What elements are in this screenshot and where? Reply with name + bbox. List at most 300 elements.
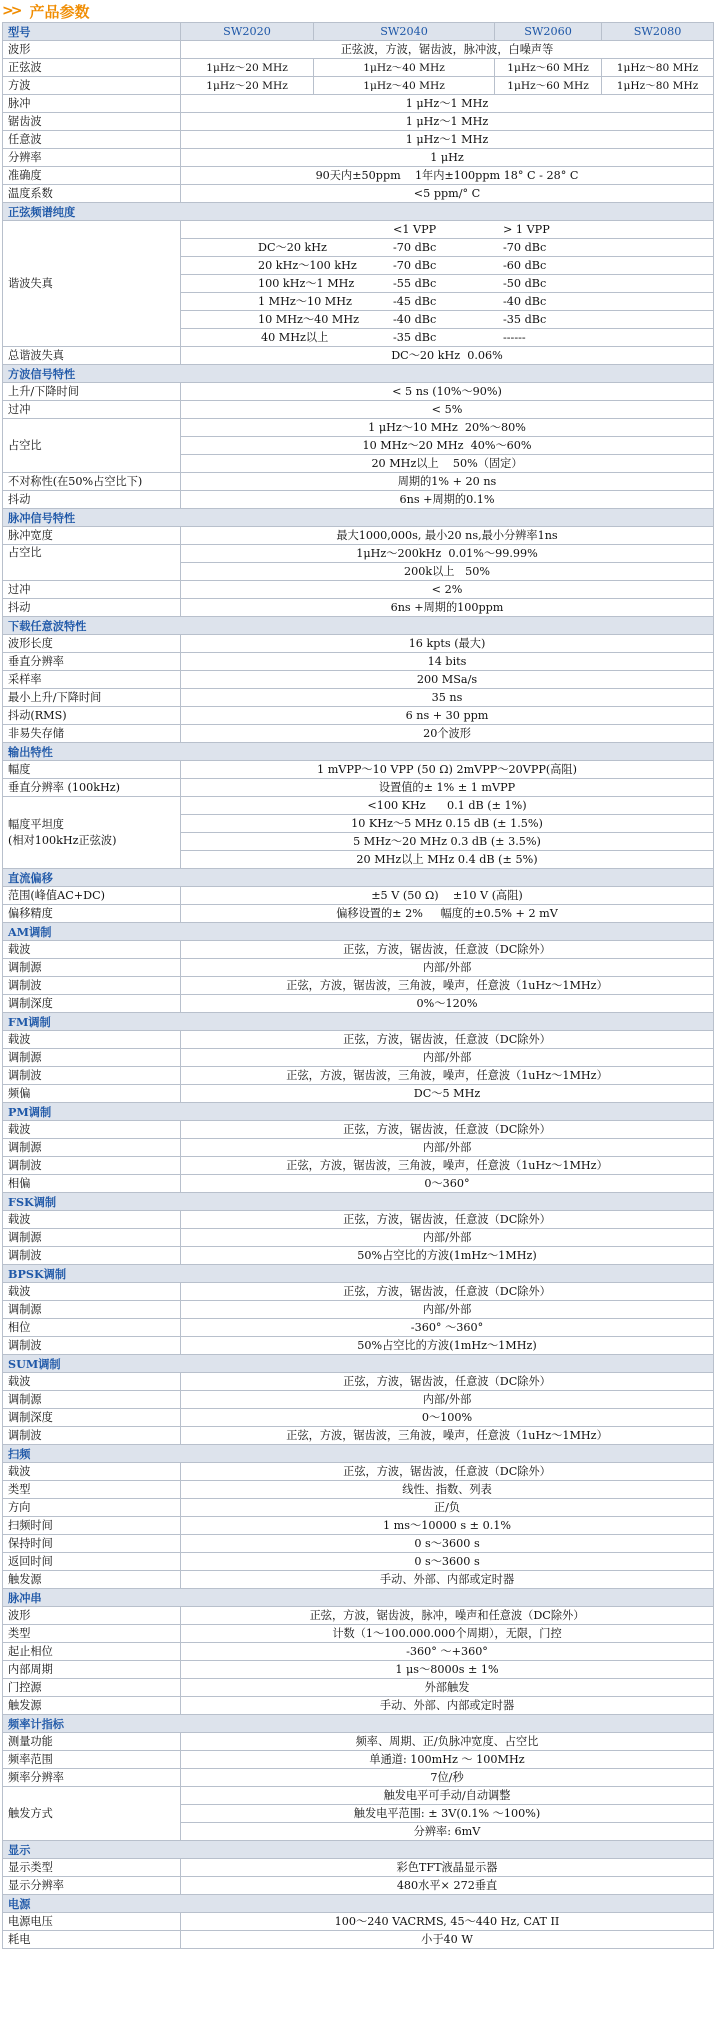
spec-value: 正弦，方波，锯齿波，任意波（DC除外）: [181, 1463, 714, 1481]
spec-value: 正弦，方波，锯齿波，三角波，噪声，任意波（1uHz～1MHz）: [181, 1427, 714, 1445]
section-title: FSK调制: [3, 1193, 714, 1211]
spec-value: 0%～120%: [181, 995, 714, 1013]
spec-row: [3, 383, 714, 401]
section-title: 显示: [3, 1841, 714, 1859]
spec-value: 14 bits: [181, 653, 714, 671]
section-title: 频率计指标: [3, 1715, 714, 1733]
spec-value: 5 MHz～20 MHz 0.3 dB (± 3.5%): [181, 833, 714, 851]
spec-value: 手动、外部、内部或定时器: [181, 1571, 714, 1589]
spec-value: 正弦，方波，锯齿波，任意波（DC除外）: [181, 941, 714, 959]
spec-row: [3, 1499, 714, 1517]
distortion-band: 40 MHz以上: [261, 330, 329, 344]
spec-label: 载波: [3, 1031, 181, 1049]
spec-label: 范围(峰值AC+DC): [3, 887, 181, 905]
spec-row: [3, 581, 714, 599]
section-title: FM调制: [3, 1013, 714, 1031]
distortion-value: -70 dBc: [393, 240, 437, 254]
spec-value: 内部/外部: [181, 1139, 714, 1157]
section-header: [3, 1193, 714, 1211]
spec-value: 0～100%: [181, 1409, 714, 1427]
section-title: AM调制: [3, 923, 714, 941]
section-title: 扫频: [3, 1445, 714, 1463]
spec-label: 耗电: [3, 1931, 181, 1949]
spec-row: [3, 149, 714, 167]
section-title: 方波信号特性: [3, 365, 714, 383]
spec-value: 正弦，方波，锯齿波，三角波，噪声，任意波（1uHz～1MHz）: [181, 977, 714, 995]
spec-label: 分辨率: [3, 149, 181, 167]
spec-value: 35 ns: [181, 689, 714, 707]
distortion-value: -45 dBc: [393, 294, 437, 308]
spec-row: [3, 797, 714, 815]
section-title: 脉冲串: [3, 1589, 714, 1607]
distortion-value: -55 dBc: [393, 276, 437, 290]
spec-value: 单通道: 100mHz ～ 100MHz: [181, 1751, 714, 1769]
distortion-value: -40 dBc: [393, 312, 437, 326]
spec-row: [3, 1283, 714, 1301]
spec-value: 周期的1% + 20 ns: [181, 473, 714, 491]
spec-value: 1 μHz～1 MHz: [181, 113, 714, 131]
spec-row: [3, 1049, 714, 1067]
spec-row: [3, 995, 714, 1013]
spec-value: 50%占空比的方波(1mHz～1MHz): [181, 1337, 714, 1355]
spec-value: 1 ms～10000 s ± 0.1%: [181, 1517, 714, 1535]
spec-row: [3, 1733, 714, 1751]
spec-label: 调制波: [3, 1157, 181, 1175]
spec-row: [3, 1787, 714, 1805]
spec-row: [3, 599, 714, 617]
spec-label: 总谐波失真: [3, 347, 181, 365]
spec-label: 偏移精度: [3, 905, 181, 923]
spec-row: [3, 491, 714, 509]
section-header: [3, 1895, 714, 1913]
spec-label: 正弦波: [3, 59, 181, 77]
spec-value: 内部/外部: [181, 1229, 714, 1247]
spec-label: 准确度: [3, 167, 181, 185]
spec-label: 相位: [3, 1319, 181, 1337]
spec-label: 相偏: [3, 1175, 181, 1193]
spec-label: 抖动(RMS): [3, 707, 181, 725]
spec-value: 480水平× 272垂直: [181, 1877, 714, 1895]
spec-value: 100～240 VACRMS, 45～440 Hz, CAT II: [181, 1913, 714, 1931]
spec-label: 方向: [3, 1499, 181, 1517]
spec-label: 调制源: [3, 1391, 181, 1409]
spec-value: 50%占空比的方波(1mHz～1MHz): [181, 1247, 714, 1265]
section-header: [3, 1841, 714, 1859]
spec-row: [3, 1301, 714, 1319]
spec-value: 90天内±50ppm 1年内±100ppm 18° C - 28° C: [181, 167, 714, 185]
spec-label: 谐波失真: [3, 221, 181, 347]
spec-row: [3, 1859, 714, 1877]
spec-label: 电源电压: [3, 1913, 181, 1931]
spec-label: 扫频时间: [3, 1517, 181, 1535]
spec-label: 调制源: [3, 959, 181, 977]
distortion-col-header: <1 VPP: [393, 222, 437, 236]
section-header: [3, 365, 714, 383]
spec-row: [3, 1931, 714, 1949]
spec-value: 1 μHz～10 MHz 20%～80%: [181, 419, 714, 437]
spec-value: 1μHz～200kHz 0.01%～99.99%: [181, 545, 714, 563]
spec-label: 占空比: [3, 545, 181, 581]
spec-table: [2, 22, 714, 1949]
distortion-value: -60 dBc: [503, 258, 547, 272]
spec-value: 触发电平可手动/自动调整: [181, 1787, 714, 1805]
spec-row: [3, 41, 714, 59]
spec-value: 线性、指数、列表: [181, 1481, 714, 1499]
spec-row: [3, 131, 714, 149]
spec-label: 占空比: [3, 419, 181, 473]
spec-value: <100 KHz 0.1 dB (± 1%): [181, 797, 714, 815]
spec-value: 设置值的± 1% ± 1 mVPP: [181, 779, 714, 797]
section-header: [3, 1013, 714, 1031]
spec-value: 最大1000,000s, 最小20 ns,最小分辨率1ns: [181, 527, 714, 545]
spec-value: < 5%: [181, 401, 714, 419]
spec-row: [3, 725, 714, 743]
section-header: [3, 1265, 714, 1283]
spec-label: 类型: [3, 1625, 181, 1643]
spec-row: [3, 1067, 714, 1085]
spec-row: [3, 1769, 714, 1787]
spec-value: 7位/秒: [181, 1769, 714, 1787]
section-header: [3, 1445, 714, 1463]
spec-label: 调制源: [3, 1301, 181, 1319]
spec-row: [3, 1121, 714, 1139]
spec-value: 10 MHz～20 MHz 40%～60%: [181, 437, 714, 455]
spec-label: 脉冲宽度: [3, 527, 181, 545]
spec-row: [3, 635, 714, 653]
distortion-value: ------: [503, 330, 526, 344]
spec-row: [3, 689, 714, 707]
spec-value: < 2%: [181, 581, 714, 599]
section-title: 下载任意波特性: [3, 617, 714, 635]
section-header: [3, 1589, 714, 1607]
spec-label: 幅度: [3, 761, 181, 779]
spec-label: 触发源: [3, 1697, 181, 1715]
spec-label: 波形长度: [3, 635, 181, 653]
spec-label: 触发源: [3, 1571, 181, 1589]
spec-row: [3, 95, 714, 113]
spec-value: <5 ppm/° C: [181, 185, 714, 203]
section-title: 正弦频谱纯度: [3, 203, 714, 221]
spec-row: [3, 1157, 714, 1175]
spec-row: [3, 1643, 714, 1661]
section-header: [3, 1103, 714, 1121]
spec-row: [3, 1319, 714, 1337]
spec-row: [3, 1373, 714, 1391]
model-row: [3, 23, 714, 41]
spec-value: 10 KHz～5 MHz 0.15 dB (± 1.5%): [181, 815, 714, 833]
spec-label: 抖动: [3, 491, 181, 509]
spec-value: 1μHz～20 MHz: [181, 59, 314, 77]
distortion-band: 20 kHz～100 kHz: [258, 258, 357, 272]
spec-value: ±5 V (50 Ω) ±10 V (高阻): [181, 887, 714, 905]
spec-value: 彩色TFT液晶显示器: [181, 1859, 714, 1877]
spec-row: [3, 347, 714, 365]
page-header: [0, 0, 715, 22]
model-name: SW2080: [602, 23, 714, 41]
page-title: 产品参数: [29, 2, 90, 21]
distortion-col-header: > 1 VPP: [503, 222, 550, 236]
spec-label: 不对称性(在50%占空比下): [3, 473, 181, 491]
section-header: [3, 509, 714, 527]
spec-value: 1 μs～8000s ± 1%: [181, 1661, 714, 1679]
spec-value: 内部/外部: [181, 1301, 714, 1319]
spec-value: 内部/外部: [181, 1391, 714, 1409]
spec-label: 载波: [3, 1211, 181, 1229]
spec-row: [3, 1481, 714, 1499]
spec-value: 1 μHz: [181, 149, 714, 167]
spec-row: [3, 1571, 714, 1589]
spec-row: [3, 473, 714, 491]
spec-row: [3, 1391, 714, 1409]
distortion-value: -35 dBc: [503, 312, 547, 326]
spec-row: [3, 779, 714, 797]
spec-row: [3, 1877, 714, 1895]
section-header: [3, 1355, 714, 1373]
spec-label: 调制波: [3, 977, 181, 995]
spec-value: 内部/外部: [181, 959, 714, 977]
model-name: SW2040: [314, 23, 495, 41]
spec-row: [3, 1031, 714, 1049]
spec-value: 0 s～3600 s: [181, 1535, 714, 1553]
spec-value: 正/负: [181, 1499, 714, 1517]
spec-label: 频偏: [3, 1085, 181, 1103]
spec-row: [3, 185, 714, 203]
spec-label: 测量功能: [3, 1733, 181, 1751]
spec-row: [3, 905, 714, 923]
spec-label: 垂直分辨率 (100kHz): [3, 779, 181, 797]
spec-value: DC～20 kHz 0.06%: [181, 347, 714, 365]
spec-label: 调制深度: [3, 995, 181, 1013]
spec-label: 调制源: [3, 1049, 181, 1067]
section-title: BPSK调制: [3, 1265, 714, 1283]
distortion-value: -70 dBc: [503, 240, 547, 254]
spec-label: 内部周期: [3, 1661, 181, 1679]
spec-value: 200 MSa/s: [181, 671, 714, 689]
section-header: [3, 869, 714, 887]
spec-value: 6ns +周期的0.1%: [181, 491, 714, 509]
spec-row: [3, 671, 714, 689]
spec-value: 正弦，方波，锯齿波，任意波（DC除外）: [181, 1373, 714, 1391]
spec-label: 采样率: [3, 671, 181, 689]
spec-row: [3, 653, 714, 671]
section-title: 电源: [3, 1895, 714, 1913]
flatness-sublabel: (相对100kHz正弦波): [8, 833, 117, 847]
spec-row: [3, 1463, 714, 1481]
spec-label: 最小上升/下降时间: [3, 689, 181, 707]
spec-value: 1μHz～60 MHz: [495, 59, 602, 77]
section-header: [3, 743, 714, 761]
spec-value: 1 μHz～1 MHz: [181, 95, 714, 113]
spec-label: 调制源: [3, 1229, 181, 1247]
spec-label: 调制波: [3, 1247, 181, 1265]
distortion-header: [181, 221, 714, 239]
spec-label: 载波: [3, 1283, 181, 1301]
spec-value: 正弦，方波，锯齿波，任意波（DC除外）: [181, 1283, 714, 1301]
spec-label: 上升/下降时间: [3, 383, 181, 401]
spec-label: 调制波: [3, 1067, 181, 1085]
model-name: SW2060: [495, 23, 602, 41]
spec-label: 门控源: [3, 1679, 181, 1697]
spec-label: 载波: [3, 1373, 181, 1391]
spec-value: 内部/外部: [181, 1049, 714, 1067]
spec-row: [3, 1409, 714, 1427]
spec-row: [3, 1211, 714, 1229]
spec-value: 6ns +周期的100ppm: [181, 599, 714, 617]
models-label: 型号: [3, 23, 181, 41]
section-title: PM调制: [3, 1103, 714, 1121]
spec-label: 脉冲: [3, 95, 181, 113]
spec-value: 1μHz～20 MHz: [181, 77, 314, 95]
spec-row: [3, 1175, 714, 1193]
section-title: SUM调制: [3, 1355, 714, 1373]
spec-label: 保持时间: [3, 1535, 181, 1553]
spec-row: [3, 1427, 714, 1445]
spec-value: 正弦，方波，锯齿波，脉冲，噪声和任意波（DC除外）: [181, 1607, 714, 1625]
spec-row: [3, 527, 714, 545]
spec-row: [3, 1697, 714, 1715]
spec-label: 调制波: [3, 1337, 181, 1355]
spec-label: 调制深度: [3, 1409, 181, 1427]
section-header: [3, 923, 714, 941]
spec-row: [3, 1247, 714, 1265]
spec-row: [3, 707, 714, 725]
distortion-value: -35 dBc: [393, 330, 437, 344]
spec-label: 方波: [3, 77, 181, 95]
spec-row: [3, 1751, 714, 1769]
spec-label: 锯齿波: [3, 113, 181, 131]
spec-value: 正弦，方波，锯齿波，任意波（DC除外）: [181, 1211, 714, 1229]
spec-row: [3, 761, 714, 779]
spec-row: [3, 1229, 714, 1247]
spec-row: [3, 1553, 714, 1571]
spec-label: 频率分辨率: [3, 1769, 181, 1787]
spec-row: [3, 113, 714, 131]
spec-label: 波形: [3, 41, 181, 59]
spec-row: [3, 1337, 714, 1355]
section-header: [3, 1715, 714, 1733]
spec-value: 0 s～3600 s: [181, 1553, 714, 1571]
spec-label: 波形: [3, 1607, 181, 1625]
spec-value: -360° ～360°: [181, 1319, 714, 1337]
spec-value: 偏移设置的± 2% 幅度的±0.5% + 2 mV: [181, 905, 714, 923]
spec-value: 1 mVPP～10 VPP (50 Ω) 2mVPP～20VPP(高阻): [181, 761, 714, 779]
spec-value: 0～360°: [181, 1175, 714, 1193]
spec-value: 16 kpts (最大): [181, 635, 714, 653]
spec-row: [3, 959, 714, 977]
spec-row: [3, 221, 714, 239]
spec-value: 20 MHz以上 MHz 0.4 dB (± 5%): [181, 851, 714, 869]
spec-label: 显示类型: [3, 1859, 181, 1877]
section-header: [3, 203, 714, 221]
section-title: 直流偏移: [3, 869, 714, 887]
distortion-value: -40 dBc: [503, 294, 547, 308]
spec-value: 200k以上 50%: [181, 563, 714, 581]
spec-row: [3, 1679, 714, 1697]
spec-value: 正弦，方波，锯齿波，任意波（DC除外）: [181, 1031, 714, 1049]
spec-label: [3, 797, 181, 869]
spec-value: < 5 ns (10%～90%): [181, 383, 714, 401]
distortion-band: DC～20 kHz: [258, 240, 327, 254]
spec-value: 分辨率: 6mV: [181, 1823, 714, 1841]
spec-label: 载波: [3, 1121, 181, 1139]
spec-row: [3, 419, 714, 437]
spec-value: DC～5 MHz: [181, 1085, 714, 1103]
distortion-value: -70 dBc: [393, 258, 437, 272]
section-title: 脉冲信号特性: [3, 509, 714, 527]
spec-value: 正弦，方波，锯齿波，三角波，噪声，任意波（1uHz～1MHz）: [181, 1067, 714, 1085]
spec-row: [3, 887, 714, 905]
spec-label: 类型: [3, 1481, 181, 1499]
spec-value: 6 ns + 30 ppm: [181, 707, 714, 725]
spec-value: 1 μHz～1 MHz: [181, 131, 714, 149]
spec-value: 1μHz～40 MHz: [314, 77, 495, 95]
spec-value: 计数（1～100.000.000个周期），无限，门控: [181, 1625, 714, 1643]
spec-value: 20 MHz以上 50%（固定）: [181, 455, 714, 473]
spec-label: 返回时间: [3, 1553, 181, 1571]
spec-label: 任意波: [3, 131, 181, 149]
spec-row: [3, 1625, 714, 1643]
spec-label: 触发方式: [3, 1787, 181, 1841]
double-chevron-icon: >>: [2, 3, 20, 19]
spec-label: 抖动: [3, 599, 181, 617]
spec-row: [3, 941, 714, 959]
spec-label: 温度系数: [3, 185, 181, 203]
spec-value: 正弦波，方波，锯齿波，脉冲波，白噪声等: [181, 41, 714, 59]
spec-row: [3, 77, 714, 95]
spec-label: 过冲: [3, 581, 181, 599]
spec-label: 调制波: [3, 1427, 181, 1445]
spec-row: [3, 167, 714, 185]
spec-value: 20个波形: [181, 725, 714, 743]
spec-label: 调制源: [3, 1139, 181, 1157]
spec-row: [3, 977, 714, 995]
spec-row: [3, 1535, 714, 1553]
spec-label: 载波: [3, 1463, 181, 1481]
spec-value: 外部触发: [181, 1679, 714, 1697]
spec-row: [3, 1913, 714, 1931]
spec-row: [3, 401, 714, 419]
spec-label: 载波: [3, 941, 181, 959]
spec-value: 1μHz～60 MHz: [495, 77, 602, 95]
spec-value: 正弦，方波，锯齿波，任意波（DC除外）: [181, 1121, 714, 1139]
spec-label: 非易失存储: [3, 725, 181, 743]
spec-row: [3, 1085, 714, 1103]
spec-value: 1μHz～80 MHz: [602, 59, 714, 77]
spec-row: [3, 545, 714, 563]
spec-value: 手动、外部、内部或定时器: [181, 1697, 714, 1715]
distortion-band: 1 MHz～10 MHz: [258, 294, 352, 308]
spec-row: [3, 1517, 714, 1535]
spec-value: 小于40 W: [181, 1931, 714, 1949]
distortion-band: [313, 221, 393, 238]
spec-value: 频率、周期、正/负脉冲宽度、占空比: [181, 1733, 714, 1751]
spec-value: 触发电平范围: ± 3V(0.1% ～100%): [181, 1805, 714, 1823]
spec-label: 频率范围: [3, 1751, 181, 1769]
distortion-value: -50 dBc: [503, 276, 547, 290]
spec-value: 1μHz～40 MHz: [314, 59, 495, 77]
spec-value: 正弦，方波，锯齿波，三角波，噪声，任意波（1uHz～1MHz）: [181, 1157, 714, 1175]
spec-label: 垂直分辨率: [3, 653, 181, 671]
distortion-band: 100 kHz～1 MHz: [258, 276, 355, 290]
spec-row: [3, 1139, 714, 1157]
spec-label: 过冲: [3, 401, 181, 419]
model-name: SW2020: [181, 23, 314, 41]
spec-row: [3, 59, 714, 77]
spec-value: -360° ～+360°: [181, 1643, 714, 1661]
flatness-label: 幅度平坦度: [8, 817, 64, 831]
section-title: 输出特性: [3, 743, 714, 761]
section-header: [3, 617, 714, 635]
